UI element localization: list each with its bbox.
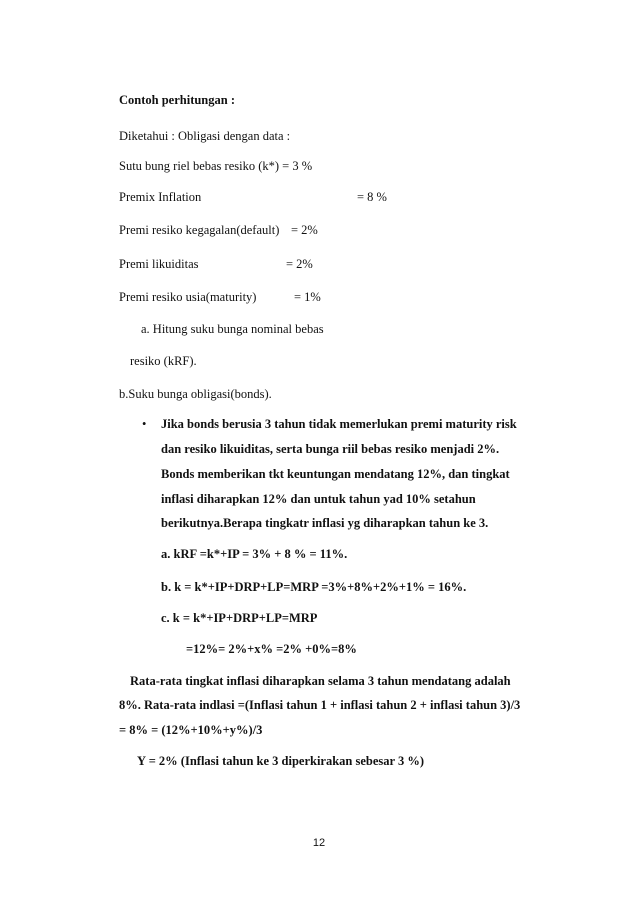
row-label: Premi resiko kegagalan(default) xyxy=(119,223,280,237)
given-line: Diketahui : Obligasi dengan data : xyxy=(119,129,291,143)
row-value: = 8 % xyxy=(357,190,387,204)
bullet-icon: • xyxy=(142,417,147,431)
question-a-line1: a. Hitung suku bunga nominal bebas xyxy=(141,322,324,336)
page-number: 12 xyxy=(312,837,326,849)
row-value: = 1% xyxy=(294,290,321,304)
bullet-line: dan resiko likuiditas, serta bunga riil bebas resiko menjadi 2%. xyxy=(161,442,500,456)
question-a-line2: resiko (kRF). xyxy=(130,354,197,368)
answer-c: c. k = k*+IP+DRP+LP=MRP xyxy=(161,611,318,625)
conclusion-line: 8%. Rata-rata indlasi =(Inflasi tahun 1 + inflasi tahun 2 + inflasi tahun 3)/3 xyxy=(119,698,521,712)
real-rate-line: Sutu bung riel bebas resiko (k*) = 3 % xyxy=(119,159,313,173)
bullet-line: inflasi diharapkan 12% dan untuk tahun yad 10% setahun xyxy=(161,492,476,506)
answer-b: b. k = k*+IP+DRP+LP=MRP =3%+8%+2%+1% = 16%. xyxy=(161,580,467,594)
row-value: = 2% xyxy=(286,257,313,271)
conclusion-line: Rata-rata tingkat inflasi diharapkan selama 3 tahun mendatang adalah xyxy=(130,674,511,688)
conclusion-line: = 8% = (12%+10%+y%)/3 xyxy=(119,723,263,737)
row-label: Premi resiko usia(maturity) xyxy=(119,290,257,304)
heading: Contoh perhitungan : xyxy=(119,93,235,107)
bullet-line: Jika bonds berusia 3 tahun tidak memerlukan premi maturity risk xyxy=(161,417,517,431)
bullet-line: berikutnya.Berapa tingkatr inflasi yg diharapkan tahun ke 3. xyxy=(161,516,489,530)
final-line: Y = 2% (Inflasi tahun ke 3 diperkirakan sebesar 3 %) xyxy=(137,754,425,768)
row-label: Premix Inflation xyxy=(119,190,202,204)
answer-c-result: =12%= 2%+x% =2% +0%=8% xyxy=(186,642,357,656)
row-label: Premi likuiditas xyxy=(119,257,199,271)
answer-a: a. kRF =k*+IP = 3% + 8 % = 11%. xyxy=(161,547,348,561)
bullet-line: Bonds memberikan tkt keuntungan mendatang 12%, dan tingkat xyxy=(161,467,510,481)
row-value: = 2% xyxy=(291,223,318,237)
question-b: b.Suku bunga obligasi(bonds). xyxy=(119,387,272,401)
